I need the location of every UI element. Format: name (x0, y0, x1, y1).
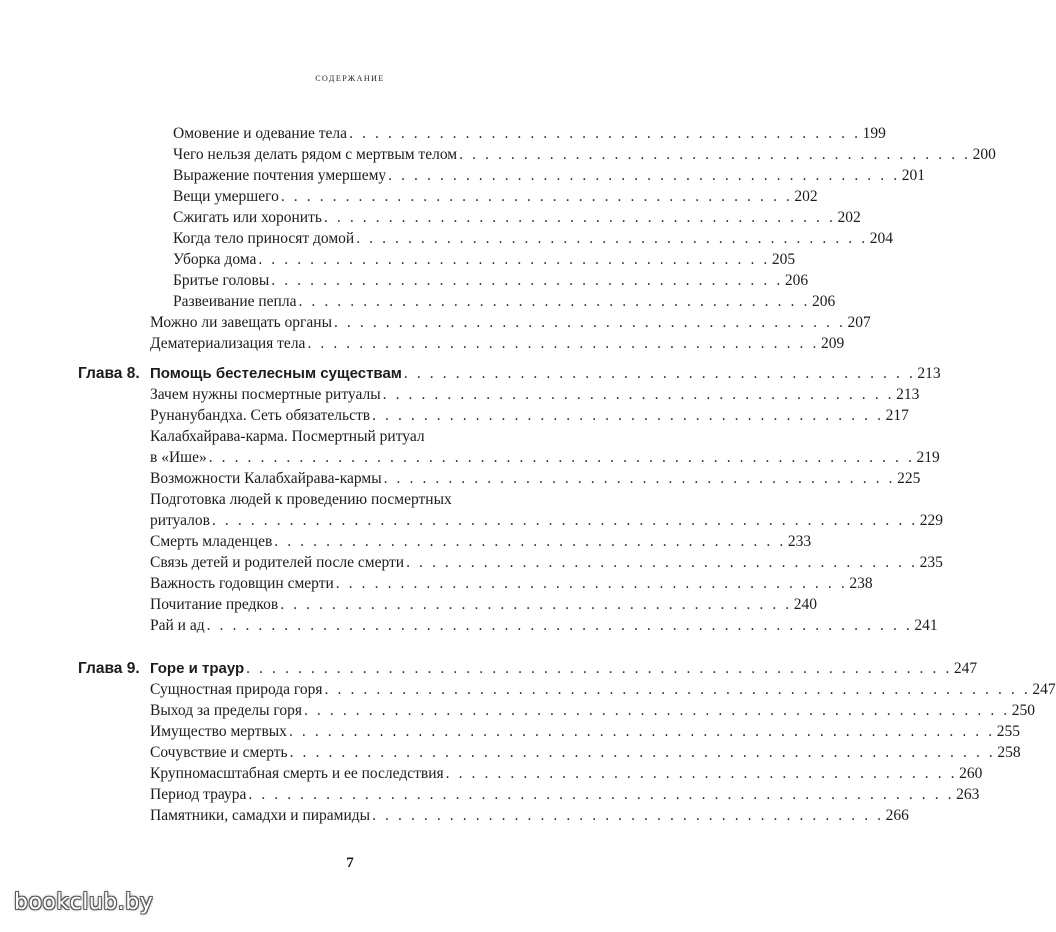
toc-entry-title: Чего нельзя делать рядом с мертвым телом (173, 146, 458, 163)
toc-entry[interactable] (173, 166, 925, 186)
toc-entry[interactable] (150, 722, 1020, 742)
toc-entry-page: 233 (787, 533, 812, 550)
toc-entry[interactable] (150, 701, 1035, 721)
toc-entry[interactable] (150, 595, 818, 615)
toc-entry-page: 209 (820, 335, 845, 352)
toc-entry-page: 255 (996, 723, 1020, 740)
toc-entry-title: в «Ише» (150, 449, 207, 466)
toc-entry-title: Развеивание пепла (173, 293, 297, 310)
toc-entry-page: 204 (869, 230, 893, 247)
toc-leader-dots: . . . . . . . . . . . . . . . . . . . . . . . . . . . . . . . . . . . . . . . . . . . . . . . . . . . . . . . (288, 723, 995, 740)
toc-entry-page: 247 (953, 660, 978, 677)
toc-chapter-title: Помощь бестелесным существам (150, 365, 402, 382)
toc-entry[interactable] (150, 743, 1021, 763)
toc-entry-page: 260 (959, 765, 983, 782)
toc-entry-page: 213 (896, 386, 920, 403)
toc-entry[interactable] (150, 334, 845, 354)
toc-entry[interactable] (150, 511, 944, 531)
toc-entry[interactable] (150, 616, 938, 636)
toc-leader-dots: . . . . . . . . . . . . . . . . . . . . . . . . . . . . . . . . . . . . . . . . (406, 554, 918, 571)
watermark-logo: bookclub.by (14, 890, 154, 915)
toc-entry[interactable] (150, 469, 921, 489)
toc-leader-dots: . . . . . . . . . . . . . . . . . . . . . . . . . . . . . . . . . . . . . . . . (383, 470, 896, 487)
toc-entry[interactable] (150, 313, 871, 333)
toc-entry-line1[interactable] (150, 490, 564, 510)
toc-entry-page: 202 (794, 188, 818, 205)
toc-entry[interactable] (173, 187, 818, 207)
toc-leader-dots: . . . . . . . . . . . . . . . . . . . . . . . . . . . . . . . . . . . . . . . . (274, 533, 786, 550)
toc-entry[interactable] (173, 229, 893, 249)
toc-entry-page: 213 (917, 365, 941, 382)
toc-entry-title: Сжигать или хоронить (173, 209, 322, 226)
toc-leader-dots: . . . . . . . . . . . . . . . . . . . . . . . . . . . . . . . . . . . . . . . . (335, 575, 848, 592)
chapter-9-label: Глава 9. (78, 660, 140, 677)
toc-entry[interactable] (150, 764, 983, 784)
toc-entry[interactable] (150, 680, 1056, 700)
toc-leader-dots: . . . . . . . . . . . . . . . . . . . . . . . . . . . . . . . . . . . . . . . . (280, 188, 793, 205)
toc-leader-dots: . . . . . . . . . . . . . . . . . . . . . . . . . . . . . . . . . . . . . . . . . . . . . . . . . . . . . . . (211, 512, 918, 529)
toc-entry-title: Омовение и одевание тела (173, 125, 348, 142)
toc-entry-title: ритуалов (150, 512, 210, 529)
toc-entry-page: 205 (771, 251, 796, 268)
running-head: содержание (315, 70, 385, 84)
toc-leader-dots: . . . . . . . . . . . . . . . . . . . . . . . . . . . . . . . . . . . . . . . . (333, 314, 846, 331)
toc-leader-dots: . . . . . . . . . . . . . . . . . . . . . . . . . . . . . . . . . . . . . . . . . . . . . . . . . . . . . . . (206, 617, 913, 634)
toc-entry-title: Дематериализация тела (150, 335, 306, 352)
toc-entry[interactable] (150, 574, 873, 594)
toc-entry-title: Вещи умершего (173, 188, 279, 205)
toc-chapter-entry[interactable] (150, 659, 978, 679)
toc-leader-dots: . . . . . . . . . . . . . . . . . . . . . . . . . . . . . . . . . . . . . . . . (298, 293, 810, 310)
toc-entry-title: Можно ли завещать органы (150, 314, 332, 331)
toc-leader-dots: . . . . . . . . . . . . . . . . . . . . . . . . . . . . . . . . . . . . . . . . (372, 807, 884, 824)
toc-entry-page: 229 (919, 512, 944, 529)
toc-entry-page: 206 (811, 293, 836, 310)
toc-leader-dots: . . . . . . . . . . . . . . . . . . . . . . . . . . . . . . . . . . . . . . . . (271, 272, 783, 289)
toc-entry[interactable] (150, 553, 943, 573)
toc-leader-dots: . . . . . . . . . . . . . . . . . . . . . . . . . . . . . . . . . . . . . . . . . . . . . . . . . . . . . . . (289, 744, 996, 761)
toc-entry-title: Когда тело приносят домой (173, 230, 355, 247)
toc-entry-page: 199 (862, 125, 886, 142)
toc-leader-dots: . . . . . . . . . . . . . . . . . . . . . . . . . . . . . . . . . . . . . . . . (403, 365, 916, 382)
toc-entry[interactable] (150, 532, 812, 552)
toc-entry-title: Крупномасштабная смерть и ее последствия (150, 765, 444, 782)
toc-leader-dots: . . . . . . . . . . . . . . . . . . . . . . . . . . . . . . . . . . . . . . . . . . . . . . . . . . . . . . . (208, 449, 915, 466)
toc-entry-page: 207 (847, 314, 871, 331)
toc-leader-dots: . . . . . . . . . . . . . . . . . . . . . . . . . . . . . . . . . . . . . . . . (382, 386, 895, 403)
toc-leader-dots: . . . . . . . . . . . . . . . . . . . . . . . . . . . . . . . . . . . . . . . . (349, 125, 861, 142)
toc-entry[interactable] (173, 292, 836, 312)
toc-leader-dots: . . . . . . . . . . . . . . . . . . . . . . . . . . . . . . . . . . . . . . . . . . . . . . . . . . . . . . . (303, 702, 1010, 719)
toc-entry-page: 225 (897, 470, 921, 487)
toc-entry-title: Подготовка людей к проведению посмертных (150, 491, 452, 508)
toc-entry[interactable] (150, 806, 909, 826)
toc-entry[interactable] (173, 145, 996, 165)
toc-entry[interactable] (173, 208, 861, 228)
toc-entry-page: 238 (849, 575, 873, 592)
toc-entry-page: 263 (956, 786, 980, 803)
toc-entry[interactable] (150, 448, 940, 468)
toc-entry-title: Почитание предков (150, 596, 279, 613)
toc-entry-title: Калабхайрава-карма. Посмертный ритуал (150, 428, 425, 445)
toc-entry-page: 240 (793, 596, 818, 613)
toc-entry[interactable] (173, 124, 886, 144)
toc-leader-dots: . . . . . . . . . . . . . . . . . . . . . . . . . . . . . . . . . . . . . . . . (258, 251, 770, 268)
toc-entry-page: 235 (919, 554, 943, 571)
toc-entry-page: 247 (1032, 681, 1056, 698)
toc-entry-title: Рунанубандха. Сеть обязательств (150, 407, 371, 424)
toc-entry-page: 266 (885, 807, 909, 824)
chapter-8-label: Глава 8. (78, 365, 140, 382)
toc-entry-title: Важность годовщин смерти (150, 575, 334, 592)
toc-entry-title: Связь детей и родителей после смерти (150, 554, 405, 571)
toc-entry-title: Период траура (150, 786, 247, 803)
toc-leader-dots: . . . . . . . . . . . . . . . . . . . . . . . . . . . . . . . . . . . . . . . . (307, 335, 819, 352)
toc-entry-title: Бритье головы (173, 272, 270, 289)
toc-leader-dots: . . . . . . . . . . . . . . . . . . . . . . . . . . . . . . . . . . . . . . . . (388, 167, 900, 184)
page-number: 7 (346, 855, 354, 871)
toc-entry[interactable] (173, 250, 796, 270)
toc-entry-page: 250 (1011, 702, 1035, 719)
toc-entry-page: 206 (784, 272, 809, 289)
toc-entry-page: 200 (972, 146, 996, 163)
toc-entry-line1[interactable] (150, 427, 564, 447)
toc-chapter-entry[interactable] (150, 364, 941, 384)
toc-entry[interactable] (150, 785, 980, 805)
toc-leader-dots: . . . . . . . . . . . . . . . . . . . . . . . . . . . . . . . . . . . . . . . . (323, 209, 836, 226)
toc-entry-page: 241 (914, 617, 938, 634)
toc-entry-page: 219 (916, 449, 940, 466)
toc-entry-page: 217 (885, 407, 909, 424)
toc-entry-title: Смерть младенцев (150, 533, 273, 550)
toc-entry-title: Уборка дома (173, 251, 257, 268)
toc-entry-title: Имущество мертвых (150, 723, 287, 740)
toc-entry-title: Сущностная природа горя (150, 681, 323, 698)
toc-entry-page: 201 (901, 167, 925, 184)
toc-entry-page: 202 (837, 209, 861, 226)
toc-leader-dots: . . . . . . . . . . . . . . . . . . . . . . . . . . . . . . . . . . . . . . . . (280, 596, 792, 613)
toc-leader-dots: . . . . . . . . . . . . . . . . . . . . . . . . . . . . . . . . . . . . . . . . (372, 407, 884, 424)
toc-entry-title: Возможности Калабхайрава-кармы (150, 470, 382, 487)
toc-entry-title: Выход за пределы горя (150, 702, 302, 719)
toc-entry-title: Зачем нужны посмертные ритуалы (150, 386, 381, 403)
toc-entry-title: Рай и ад (150, 617, 205, 634)
toc-leader-dots: . . . . . . . . . . . . . . . . . . . . . . . . . . . . . . . . . . . . . . . . . . . . . . . . . . . . . . . (246, 660, 952, 677)
toc-leader-dots: . . . . . . . . . . . . . . . . . . . . . . . . . . . . . . . . . . . . . . . . (459, 146, 971, 163)
toc-entry[interactable] (173, 271, 809, 291)
toc-entry-title: Сочувствие и смерть (150, 744, 288, 761)
toc-entry-title: Выражение почтения умершему (173, 167, 387, 184)
toc-leader-dots: . . . . . . . . . . . . . . . . . . . . . . . . . . . . . . . . . . . . . . . . . . . . . . . . . . . . . . . (324, 681, 1031, 698)
toc-leader-dots: . . . . . . . . . . . . . . . . . . . . . . . . . . . . . . . . . . . . . . . . . . . . . . . . . . . . . . . (248, 786, 955, 803)
toc-leader-dots: . . . . . . . . . . . . . . . . . . . . . . . . . . . . . . . . . . . . . . . . (356, 230, 868, 247)
toc-chapter-title: Горе и траур (150, 660, 245, 677)
toc-entry[interactable] (150, 385, 920, 405)
toc-entry[interactable] (150, 406, 909, 426)
toc-leader-dots: . . . . . . . . . . . . . . . . . . . . . . . . . . . . . . . . . . . . . . . . (445, 765, 958, 782)
toc-entry-page: 258 (997, 744, 1021, 761)
toc-entry-title: Памятники, самадхи и пирамиды (150, 807, 371, 824)
